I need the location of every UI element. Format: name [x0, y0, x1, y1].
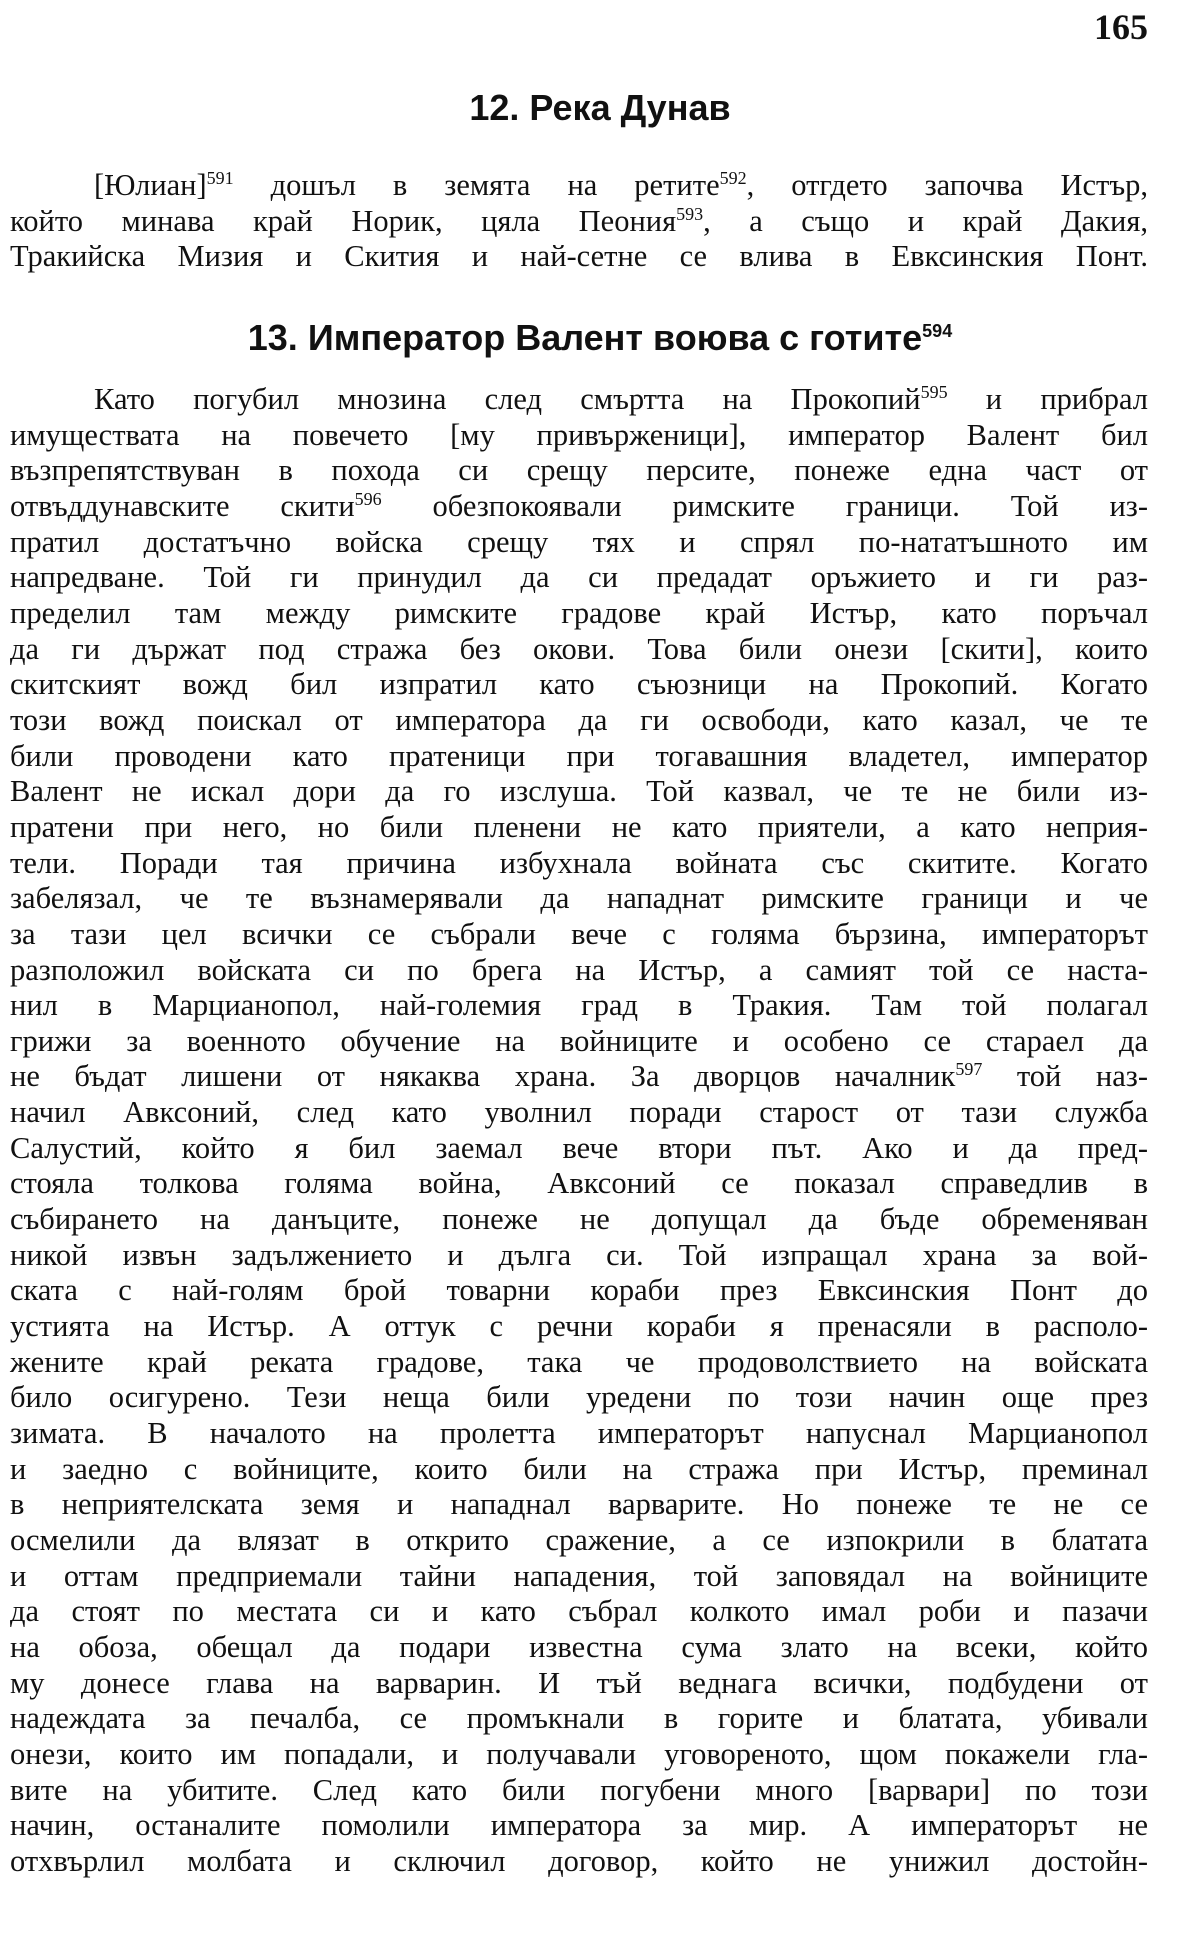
text-line [10, 1345, 1148, 1381]
text-line [10, 703, 1148, 739]
text-run: начил Авксоний, след като уволнил поради старост от тази служба [10, 1095, 1148, 1130]
text-line [10, 1166, 1148, 1202]
text-line [10, 1523, 1148, 1559]
text-line [10, 1202, 1148, 1238]
text-run: [Юлиан] [94, 168, 207, 202]
text-line [10, 596, 1148, 632]
text-run: не бъдат лишени от някаква храна. За дворцов началник [10, 1059, 956, 1094]
footnote-ref: 596 [354, 488, 382, 509]
text-run: надеждата за печалба, се промъкнали в горите и блатата, убивали [10, 1701, 1148, 1736]
text-line [10, 1309, 1148, 1345]
text-run: стояла толкова голяма война, Авксоний се показал справедлив в [10, 1166, 1148, 1201]
text-line [10, 453, 1148, 489]
text-line [10, 1131, 1148, 1167]
text-line [10, 810, 1148, 846]
text-run: да ги държат под стража без окови. Това били онези [скити], които [10, 631, 1148, 666]
text-line [10, 1737, 1148, 1773]
text-line [10, 382, 1148, 418]
text-run: в неприятелската земя и нападнал варварите. Но понеже те не се [10, 1487, 1148, 1522]
text-run: осмелили да влязат в открито сражение, а се изпокрили в блатата [10, 1523, 1148, 1557]
page-number: 165 [1094, 7, 1148, 47]
text-line [10, 1380, 1148, 1416]
text-line [10, 1630, 1148, 1666]
text-run: пределил там между римските градове край Истър, като поръчал [10, 595, 1148, 630]
footnote-ref: 592 [719, 167, 747, 188]
text-line [10, 204, 1148, 240]
text-run: и заедно с войниците, които били на стража при Истър, преминал [10, 1451, 1148, 1486]
footnote-ref: 597 [955, 1059, 983, 1080]
text-run: той наз- [982, 1059, 1148, 1094]
text-line [10, 1238, 1148, 1274]
text-run: тели. Поради тая причина избухнала войната със скитите. Когато [10, 845, 1148, 880]
text-line [10, 525, 1148, 561]
text-run: , отгдето започва Истър, [746, 168, 1148, 202]
text-line [10, 560, 1148, 596]
text-run: било осигурено. Тези неща били уредени по този начин още през [10, 1380, 1148, 1415]
text-line [10, 774, 1148, 810]
text-run: ската с най-голям брой товарни кораби през Евксинския Понт до [10, 1273, 1148, 1308]
text-run: начин, останалите помолили императора за мир. А императорът не [10, 1808, 1148, 1843]
text-run: Валент не искал дори да го изслуша. Той казвал, че те не били из- [10, 774, 1148, 809]
text-line [10, 1452, 1148, 1488]
text-line [10, 1701, 1148, 1737]
text-run: скитският вожд бил изпратил като съюзници на Прокопий. Когато [10, 667, 1148, 702]
text-run: , а също и край Дакия, [703, 203, 1148, 238]
section-12-heading: 12. Река Дунав [469, 87, 731, 128]
section-13-heading [0, 316, 1200, 360]
text-run: отхвърлил молбата и сключил договор, който не унижил достойн- [10, 1843, 1148, 1878]
text-run: на обоза, обещал да подари известна сума злато на всеки, който [10, 1629, 1148, 1664]
text-run: Салустий, който я бил заемал вече втори път. Ако и да пред- [10, 1130, 1148, 1165]
text-line [10, 881, 1148, 917]
text-line [10, 1095, 1148, 1131]
text-line [10, 1773, 1148, 1809]
text-run: за тази цел всички се събрали вече с голяма бързина, императорът [10, 916, 1148, 951]
text-line [10, 917, 1148, 953]
text-line [10, 168, 1148, 204]
text-run: били проводени като пратеници при тогавашния владетел, император [10, 738, 1148, 773]
text-line [10, 1024, 1148, 1060]
text-line [10, 632, 1148, 668]
text-run: дошъл в земята на ретите [233, 168, 720, 202]
text-line [10, 1059, 1148, 1095]
text-run: и оттам предприемали тайни нападения, той заповядал на войниците [10, 1558, 1148, 1593]
text-line [10, 1844, 1148, 1880]
text-line [10, 239, 1148, 275]
text-run: разположил войската си по брега на Истър, а самият той се наста- [10, 952, 1148, 987]
text-run: този вожд поискал от императора да ги освободи, като казал, че те [10, 702, 1148, 737]
section-13-heading-text: 13. Император Валент воюва с готите [247, 317, 923, 358]
text-line [10, 667, 1148, 703]
text-line [10, 1808, 1148, 1844]
text-run: напредване. Той ги принудил да си предадат оръжието и ги раз- [10, 560, 1148, 595]
text-run: и прибрал [947, 382, 1149, 416]
text-line [10, 1273, 1148, 1309]
text-line [10, 1487, 1148, 1523]
text-line [10, 418, 1148, 454]
text-run: възпрепятствуван в похода си срещу персите, понеже една част от [10, 453, 1148, 488]
text-run: зимата. В началото на пролетта императорът напуснал Марцианопол [10, 1416, 1148, 1451]
text-run: Като погубил мнозина след смъртта на Прокопий [94, 382, 921, 416]
text-run: му донесе глава на варварин. И тъй веднага всички, подбудени от [10, 1665, 1148, 1700]
text-run: пратени при него, но били пленени не като приятели, а като неприя- [10, 809, 1148, 844]
text-line [10, 1416, 1148, 1452]
text-run: отвъддунавските скити [10, 488, 355, 523]
text-line [10, 739, 1148, 775]
text-run: нил в Марцианопол, най-големия град в Тракия. Там той полагал [10, 988, 1148, 1023]
text-run: устията на Истър. А оттук с речни кораби я пренасяли в располо- [10, 1309, 1148, 1344]
footnote-ref: 593 [676, 203, 704, 224]
section-12-paragraph [10, 168, 1148, 275]
text-run: пратил достатъчно войска срещу тях и спрял по-нататъшното им [10, 524, 1148, 559]
text-line [10, 1594, 1148, 1630]
text-line [10, 953, 1148, 989]
text-line [10, 489, 1148, 525]
text-line [10, 1559, 1148, 1595]
text-run: който минава край Норик, цяла Пеония [10, 203, 677, 238]
text-run: вите на убитите. След като били погубени много [варвари] по този [10, 1772, 1148, 1807]
text-line [10, 1666, 1148, 1702]
text-run: обезпокоявали римските граници. Той из- [381, 488, 1148, 523]
text-run: жените край реката градове, така че продоволствието на войската [10, 1344, 1148, 1379]
text-run: никой извън задължението и дълга си. Той изпращал храна за вой- [10, 1237, 1148, 1272]
text-run: грижи за военното обучение на войниците и особено се стараел да [10, 1023, 1148, 1058]
text-line [10, 988, 1148, 1024]
text-run: да стоят по местата си и като събрал колкото имал роби и пазачи [10, 1594, 1148, 1629]
text-run: Тракийска Мизия и Скития и най-сетне се влива в Евксинския Понт. [10, 239, 1148, 274]
text-line [10, 846, 1148, 882]
footnote-ref: 594 [922, 321, 953, 341]
footnote-ref: 591 [206, 167, 234, 188]
footnote-ref: 595 [920, 381, 948, 402]
text-run: онези, които им попадали, и получавали уговореното, щом покажели гла- [10, 1736, 1148, 1771]
text-run: забелязал, че те възнамерявали да нападнат римските граници и че [10, 881, 1148, 916]
text-run: имуществата на повечето [му привърженици], император Валент бил [10, 417, 1148, 452]
text-run: събирането на данъците, понеже не допущал да бъде обременяван [10, 1202, 1148, 1237]
section-13-paragraph [10, 382, 1148, 1880]
